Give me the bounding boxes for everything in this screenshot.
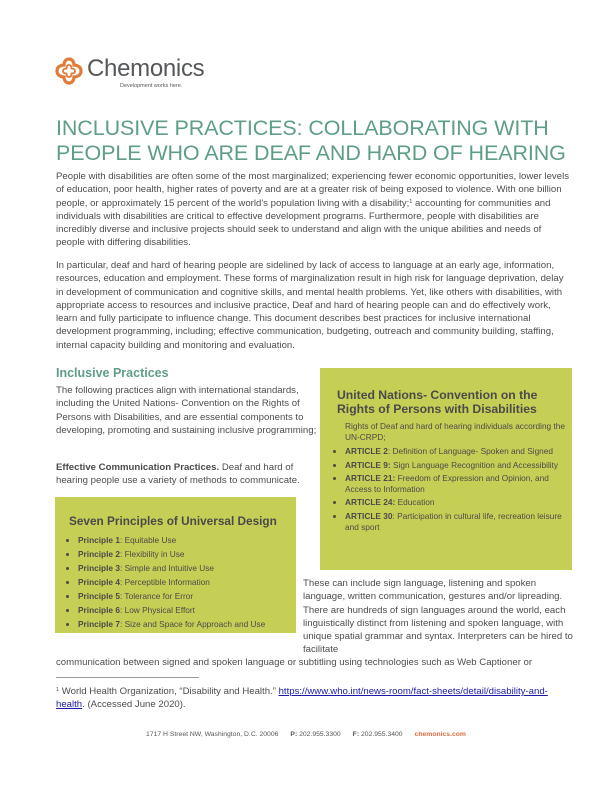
- logo-tagline: Development works here.: [120, 83, 183, 89]
- principle-text: : Perceptible Information: [119, 577, 210, 587]
- page-title: INCLUSIVE PRACTICES: COLLABORATING WITH PEOPLE WHO ARE DEAF AND HARD OF HEARING: [56, 116, 566, 165]
- footer-website-link[interactable]: chemonics.com: [414, 731, 466, 738]
- intro-p1-text: People with disabilities are often some of the most marginalized; experiencing fewer economic opportunities, lower levels of education, poor health, higher rates of poverty and are at a greater risk of being exposed to violence. With one billion people, or approximately 15 percent of the world's population living with a disability;: [56, 171, 569, 209]
- logo-wordmark: Chemonics: [87, 55, 205, 82]
- principle-text: : Equitable Use: [119, 535, 177, 545]
- page-footer: [0, 731, 612, 738]
- article-text: Education: [397, 497, 435, 508]
- footer-phone: 202.955.3300: [297, 731, 341, 738]
- footnote-divider: [56, 677, 199, 678]
- ecp-text: Deaf and hard of hearing people use a variety of methods to communicate.: [56, 462, 300, 487]
- ecp-label: Effective Communication Practices.: [56, 462, 220, 473]
- intro-paragraph-2: In particular, deaf and hard of hearing people are sidelined by lack of access to language at an early age, information, resources, education and employment. These forms of marginalization result in high risk for language deprivation, delay in development of communication and cognitive skills, and mental health problems. Yet, like others with disabilities, with appropriate access to resources and inclusive practice, Deaf and hard of hearing people can and do effectively work, learn and fully participate to influence change. This document describes best practices for inclusive international development programming, including; effective communication, budgeting, outreach and community building, staffing, internal capacity building and monitoring and evaluation.: [56, 260, 564, 351]
- footnote-number: 1: [56, 687, 60, 693]
- article-item: [345, 511, 577, 532]
- effective-communication-paragraph: [56, 461, 318, 488]
- principle-text: : Tolerance for Error: [119, 591, 194, 601]
- principle-text: : Low Physical Effort: [119, 605, 195, 615]
- footnote: [56, 685, 572, 712]
- article-sep: :: [392, 510, 398, 521]
- communication-methods-paragraph: These can include sign language, listening and spoken language, written communication, gestures and/or lipreading. There are hundreds of sign languages around the world, each linguistically distinct from listening and spoken language, with unique spatial grammar and syntax. Interpreters can be hired to facilitate: [303, 578, 573, 656]
- inclusive-practices-body: The following practices align with international standards, including the United Nations- Convention on the Rights of Persons with Disabilities, and are essential components to developing, promoting and sustaining inclusive programming;: [56, 385, 317, 436]
- article-item: [345, 460, 577, 471]
- un-crpd-article-list: [330, 446, 577, 535]
- footnote-ref[interactable]: 1: [409, 198, 413, 205]
- footer-fax: 202.955.3400: [359, 731, 403, 738]
- footnote-text: World Health Organization, “Disability and Health.”: [59, 686, 279, 697]
- principles-list: [63, 533, 265, 631]
- footer-phone-label: P:: [290, 731, 298, 738]
- footnote-link[interactable]: https://www.who.int/news-room/fact-sheets/detail/disability-and-health: [56, 686, 548, 711]
- footer-fax-label: F:: [352, 731, 360, 738]
- footer-address: 1717 H Street NW, Washington, D.C. 20006: [146, 731, 279, 738]
- article-text: Definition of Language- Spoken and Signed: [392, 446, 554, 456]
- un-crpd-sidebar: [320, 368, 572, 570]
- communication-methods-continued: communication between signed and spoken language or subtitling using technologies such as Web Captioner or: [56, 657, 533, 668]
- principle-label: Principle 5: [78, 591, 120, 601]
- principle-label: Principle 1: [78, 535, 120, 545]
- article-text: Participation in cultural life, recreation leisure and sport: [345, 510, 562, 532]
- article-item: [345, 446, 577, 457]
- principle-item: [78, 589, 265, 603]
- chemonics-logo-icon: [54, 56, 84, 86]
- footnote-after: . (Accessed June 2020).: [82, 699, 186, 711]
- section-heading-inclusive-practices: Inclusive Practices: [56, 366, 169, 380]
- principle-item: [78, 603, 265, 617]
- principle-item: [78, 617, 265, 631]
- universal-design-principles-box: [55, 497, 296, 633]
- article-label: ARTICLE 9:: [345, 459, 391, 470]
- principle-text: : Size and Space for Approach and Use: [119, 619, 266, 629]
- un-crpd-heading: United Nations- Convention on the Rights of Persons with Disabilities: [337, 388, 538, 416]
- principle-item: [78, 533, 265, 547]
- principle-item: [78, 575, 265, 589]
- article-text: Sign Language Recognition and Accessibility: [392, 459, 559, 470]
- article-item: [345, 497, 577, 508]
- article-label: ARTICLE 24:: [345, 497, 396, 508]
- article-label: ARTICLE 21:: [345, 473, 396, 484]
- principle-label: Principle 7: [78, 619, 120, 629]
- principle-label: Principle 3: [78, 563, 120, 573]
- article-sep: :: [387, 446, 393, 456]
- principle-label: Principle 2: [78, 549, 120, 559]
- un-crpd-intro: Rights of Deaf and hard of hearing individuals according the UN-CRPD;: [345, 421, 566, 442]
- principle-item: [78, 547, 265, 561]
- article-text: Freedom of Expression and Opinion, and Access to Information: [345, 473, 549, 494]
- principles-heading: Seven Principles of Universal Design: [69, 514, 277, 528]
- article-label: ARTICLE 2: [345, 446, 388, 456]
- principle-text: : Simple and Intuitive Use: [119, 563, 215, 573]
- chemonics-logo: [54, 54, 204, 90]
- principle-item: [78, 561, 265, 575]
- principle-text: : Flexibility in Use: [119, 549, 185, 559]
- intro-p1-text-after: accounting for communities and individuals with disabilities are critical to effective development programs. Furthermore, people with disabilities are incredibly diverse and inclusive projects should seek to understand and align with the unique abilities and needs of people with differing disabilities.: [56, 197, 551, 249]
- intro-paragraph-1: [56, 170, 572, 250]
- article-item: [345, 473, 577, 494]
- principle-label: Principle 4: [78, 577, 120, 587]
- article-label: ARTICLE 30: [345, 510, 393, 521]
- principle-label: Principle 6: [78, 605, 120, 615]
